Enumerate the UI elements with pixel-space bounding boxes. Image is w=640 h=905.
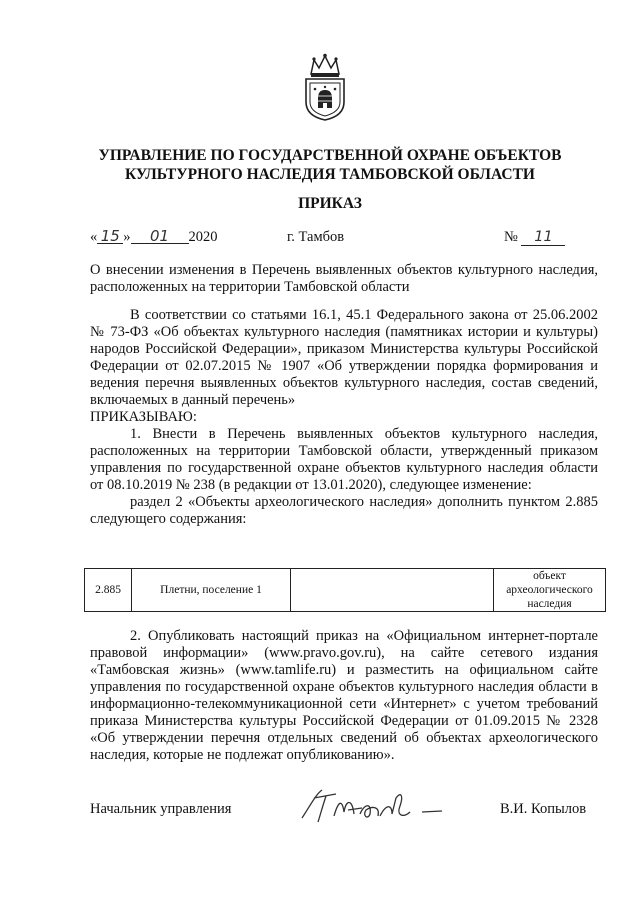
date-close-quote: » <box>123 229 131 245</box>
order-city: г. Тамбов <box>287 229 345 245</box>
heritage-table <box>84 568 606 612</box>
signatory-title: Начальник управления <box>90 801 232 817</box>
paragraph-section-2: раздел 2 «Объекты археологического наследия» дополнить пунктом 2.885 следующего содержания: <box>90 494 598 527</box>
number-label: № <box>504 229 518 245</box>
paragraph-item-2: 2. Опубликовать настоящий приказ на «Официальном интернет-портале правовой информации» (www.pravo.gov.ru), на сайте сетевого издания «Тамбовская жизнь» (www.tamlife.ru) и разместить на официальном сайте управления по государственной охране объектов культурного наследия области в информационно-телекоммуникационной сети «Интернет» с учетом требований приказа Министерства культуры Российской Федерации от 01.09.2015 № 2328 «Об утверждении перечня отдельных сведений об объектах археологического наследия, которые не подлежат опубликованию». <box>90 628 598 763</box>
order-body-continued <box>90 628 598 764</box>
cell-category: объект археологического наследия <box>494 569 606 612</box>
order-subject: О внесении изменения в Перечень выявленных объектов культурного наследия, расположенных на территории Тамбовской области <box>90 262 598 295</box>
date-day: 15 <box>97 229 123 244</box>
order-number <box>504 229 565 246</box>
paragraph-legal-basis: В соответствии со статьями 16.1, 45.1 Федерального закона от 25.06.2002 № 73-ФЗ «Об объектах культурного наследия (памятниках истории и культуры) народов Российской Федерации», приказом Министерства культуры Российской Федерации от 02.07.2015 № 1907 «Об утверждении порядка формирования и ведения перечня выявленных объектов культурного наследия, состав сведений, включаемых в данный перечень» <box>90 307 598 408</box>
date-open-quote: « <box>90 229 98 245</box>
signatory-name: В.И. Копылов <box>500 801 587 817</box>
paragraph-item-1: 1. Внести в Перечень выявленных объектов культурного наследия, расположенных на территории Тамбовской области, утвержденный приказом управления по государственной охране объектов культурного наследия области от 08.10.2019 № 238 (в редакции от 13.01.2020), следующее изменение: <box>90 426 598 493</box>
signature-icon <box>296 786 456 826</box>
table-row <box>85 569 606 612</box>
document-type: ПРИКАЗ <box>298 195 362 212</box>
org-title-line-2: КУЛЬТУРНОГО НАСЛЕДИЯ ТАМБОВСКОЙ ОБЛАСТИ <box>125 166 535 183</box>
order-body <box>90 307 598 528</box>
order-date <box>90 229 218 246</box>
date-month: 01 <box>131 229 189 244</box>
cell-address <box>291 569 494 612</box>
org-title-line-1: УПРАВЛЕНИЕ ПО ГОСУДАРСТВЕННОЙ ОХРАНЕ ОБЪЕКТОВ <box>98 147 562 164</box>
order-keyword: ПРИКАЗЫВАЮ: <box>90 409 197 425</box>
number-value: 11 <box>521 229 565 246</box>
organization-title <box>40 146 620 184</box>
coat-of-arms-icon <box>301 52 349 122</box>
cell-object-name: Плетни, поселение 1 <box>132 569 291 612</box>
cell-number: 2.885 <box>85 569 132 612</box>
date-year: 2020 <box>188 229 218 245</box>
